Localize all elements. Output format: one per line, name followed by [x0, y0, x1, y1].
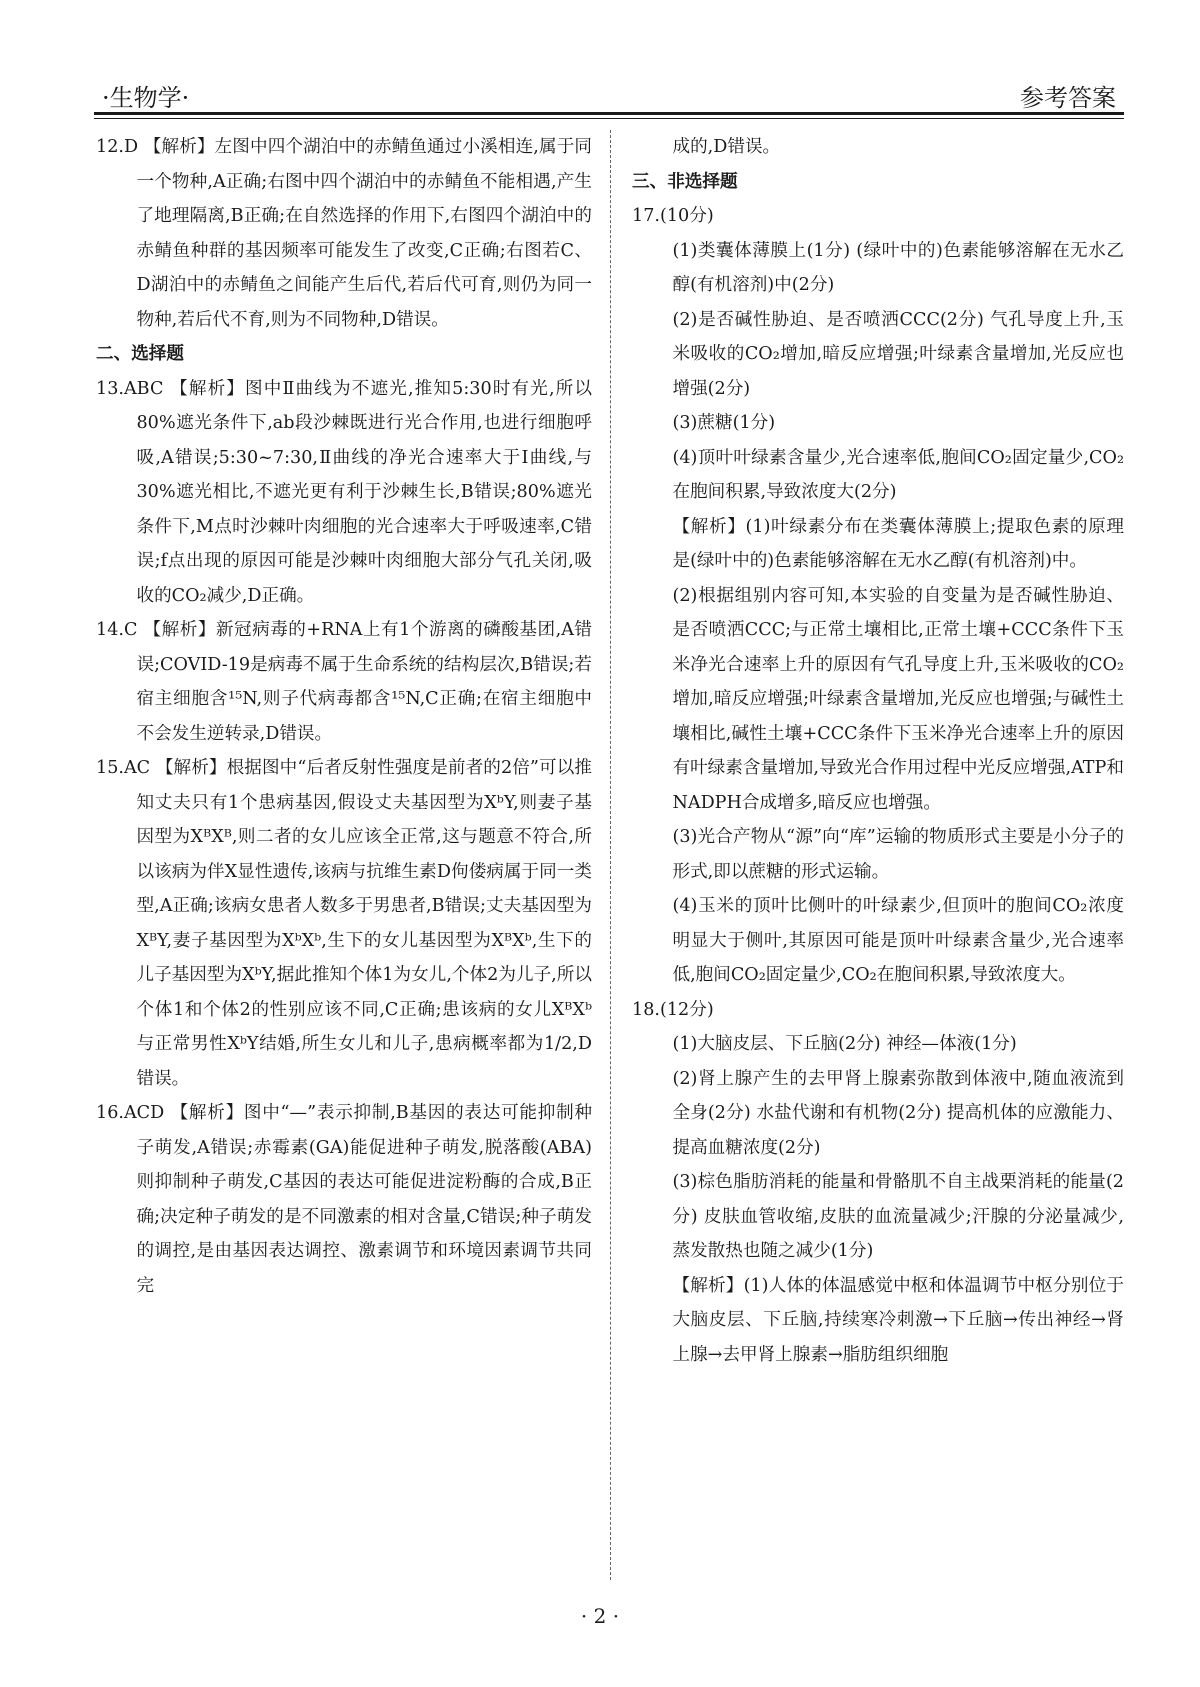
- subject-label: ·生物学·: [102, 84, 190, 112]
- question-17-answer-3: (3)蔗糖(1分): [672, 413, 776, 433]
- question-12: 12.D 【解析】左图中四个湖泊中的赤鲭鱼通过小溪相连,属于同一个物种,A正确;右图中四个湖泊中的赤鲭鱼不能相遇,产生了地理隔离,B正确;在自然选择的作用下,右图四个湖泊中的赤鲭鱼种群的基因频率可能发生了改变,C正确;右图若C、D湖泊中的赤鲭鱼之间能产生后代,若后代可育,则仍为同一物种,若后代不育,则为不同物种,D错误。: [96, 137, 592, 330]
- question-15: 15.AC 【解析】根据图中“后者反射性强度是前者的2倍”可以推知丈夫只有1个患病基因,假设丈夫基因型为XᵇY,则妻子基因型为XᴮXᴮ,则二者的女儿应该全正常,这与题意不符合,所以该病为伴X显性遗传,该病与抗维生素D佝偻病属于同一类型,A正确;该病女患者人数多于男患者,B错误;丈夫基因型为XᴮY,妻子基因型为XᵇXᵇ,生下的女儿基因型为XᴮXᵇ,生下的儿子基因型为XᵇY,据此推知个体1为女儿,个体2为儿子,所以个体1和个体2的性别应该不同,C正确;患该病的女儿XᴮXᵇ与正常男性XᵇY结婚,所生女儿和儿子,患病概率都为1/2,D错误。: [96, 758, 592, 1089]
- section-heading-3: 三、非选择题: [632, 171, 738, 192]
- header-rule-thick: [94, 112, 1124, 115]
- right-column: [632, 130, 1124, 1372]
- answer-key-label: 参考答案: [1020, 84, 1116, 112]
- question-17-explanation-2: (2)根据组别内容可知,本实验的自变量为是否碱性胁迫、是否喷洒CCC;与正常土壤相比,正常土壤+CCC条件下玉米净光合速率上升的原因有气孔导度上升,玉米吸收的CO₂增加,暗反应增强;叶绿素含量增加,光反应也增强;与碱性土壤相比,碱性土壤+CCC条件下玉米净光合速率上升的原因有叶绿素含量增加,导致光合作用过程中光反应增强,ATP和NADPH合成增多,暗反应也增强。: [672, 585, 1124, 813]
- header-rule-thin: [94, 118, 1124, 119]
- question-18-answer-3: (3)棕色脂肪消耗的能量和骨骼肌不自主战栗消耗的能量(2分) 皮肤血管收缩,皮肤的血流量减少;汗腺的分泌量减少,蒸发散热也随之减少(1分): [672, 1172, 1124, 1261]
- question-17-answer-2: (2)是否碱性胁迫、是否喷洒CCC(2分) 气孔导度上升,玉米吸收的CO₂增加,暗反应增强;叶绿素含量增加,光反应也增强(2分): [672, 309, 1124, 399]
- question-17-answer-4: (4)顶叶叶绿素含量少,光合速率低,胞间CO₂固定量少,CO₂在胞间积累,导致浓度大(2分): [672, 447, 1124, 502]
- question-17-explanation-4: (4)玉米的顶叶比侧叶的叶绿素少,但顶叶的胞间CO₂浓度明显大于侧叶,其原因可能是顶叶叶绿素含量少,光合速率低,胞间CO₂固定量少,CO₂在胞间积累,导致浓度大。: [672, 896, 1124, 985]
- question-18-explanation-1: 【解析】(1)人体的体温感觉中枢和体温调节中枢分别位于大脑皮层、下丘脑,持续寒冷刺激→下丘脑→传出神经→肾上腺→去甲肾上腺素→脂肪组织细胞: [672, 1275, 1124, 1365]
- question-18-answer-1: (1)大脑皮层、下丘脑(2分) 神经—体液(1分): [672, 1034, 1017, 1054]
- page-header: [94, 70, 1124, 118]
- question-18-answer-2: (2)肾上腺产生的去甲肾上腺素弥散到体液中,随血液流到全身(2分) 水盐代谢和有机物(2分) 提高机体的应激能力、提高血糖浓度(2分): [672, 1068, 1124, 1158]
- question-17-answer-1: (1)类囊体薄膜上(1分) (绿叶中的)色素能够溶解在无水乙醇(有机溶剂)中(2分): [672, 240, 1124, 295]
- question-16-continued: 成的,D错误。: [672, 137, 781, 157]
- page-number: · 2 ·: [580, 1604, 620, 1628]
- question-13: 13.ABC 【解析】图中Ⅱ曲线为不遮光,推知5:30时有光,所以80%遮光条件下,ab段沙棘既进行光合作用,也进行细胞呼吸,A错误;5:30~7:30,Ⅱ曲线的净光合速率大于Ⅰ曲线,与30%遮光相比,不遮光更有利于沙棘生长,B错误;80%遮光条件下,M点时沙棘叶肉细胞的光合速率大于呼吸速率,C错误;f点出现的原因可能是沙棘叶肉细胞大部分气孔关闭,吸收的CO₂减少,D正确。: [96, 378, 592, 606]
- question-18-heading: 18.(12分): [632, 999, 714, 1020]
- left-column: [96, 130, 592, 1303]
- question-17-heading: 17.(10分): [632, 206, 714, 226]
- column-divider: [610, 130, 611, 1580]
- question-17-explanation-3: (3)光合产物从“源”向“库”运输的物质形式主要是小分子的形式,即以蔗糖的形式运输。: [672, 827, 1124, 882]
- question-17-explanation-1: 【解析】(1)叶绿素分布在类囊体薄膜上;提取色素的原理是(绿叶中的)色素能够溶解在无水乙醇(有机溶剂)中。: [672, 516, 1124, 571]
- question-14: 14.C 【解析】新冠病毒的+RNA上有1个游离的磷酸基团,A错误;COVID-19是病毒不属于生命系统的结构层次,B错误;若宿主细胞含¹⁵N,则子代病毒都含¹⁵N,C正确;在宿主细胞中不会发生逆转录,D错误。: [96, 620, 592, 744]
- section-heading-2: 二、选择题: [96, 344, 184, 364]
- question-16: 16.ACD 【解析】图中“—”表示抑制,B基因的表达可能抑制种子萌发,A错误;赤霉素(GA)能促进种子萌发,脱落酸(ABA)则抑制种子萌发,C基因的表达可能促进淀粉酶的合成,B正确;决定种子萌发的是不同激素的相对含量,C错误;种子萌发的调控,是由基因表达调控、激素调节和环境因素调节共同完: [96, 1103, 592, 1296]
